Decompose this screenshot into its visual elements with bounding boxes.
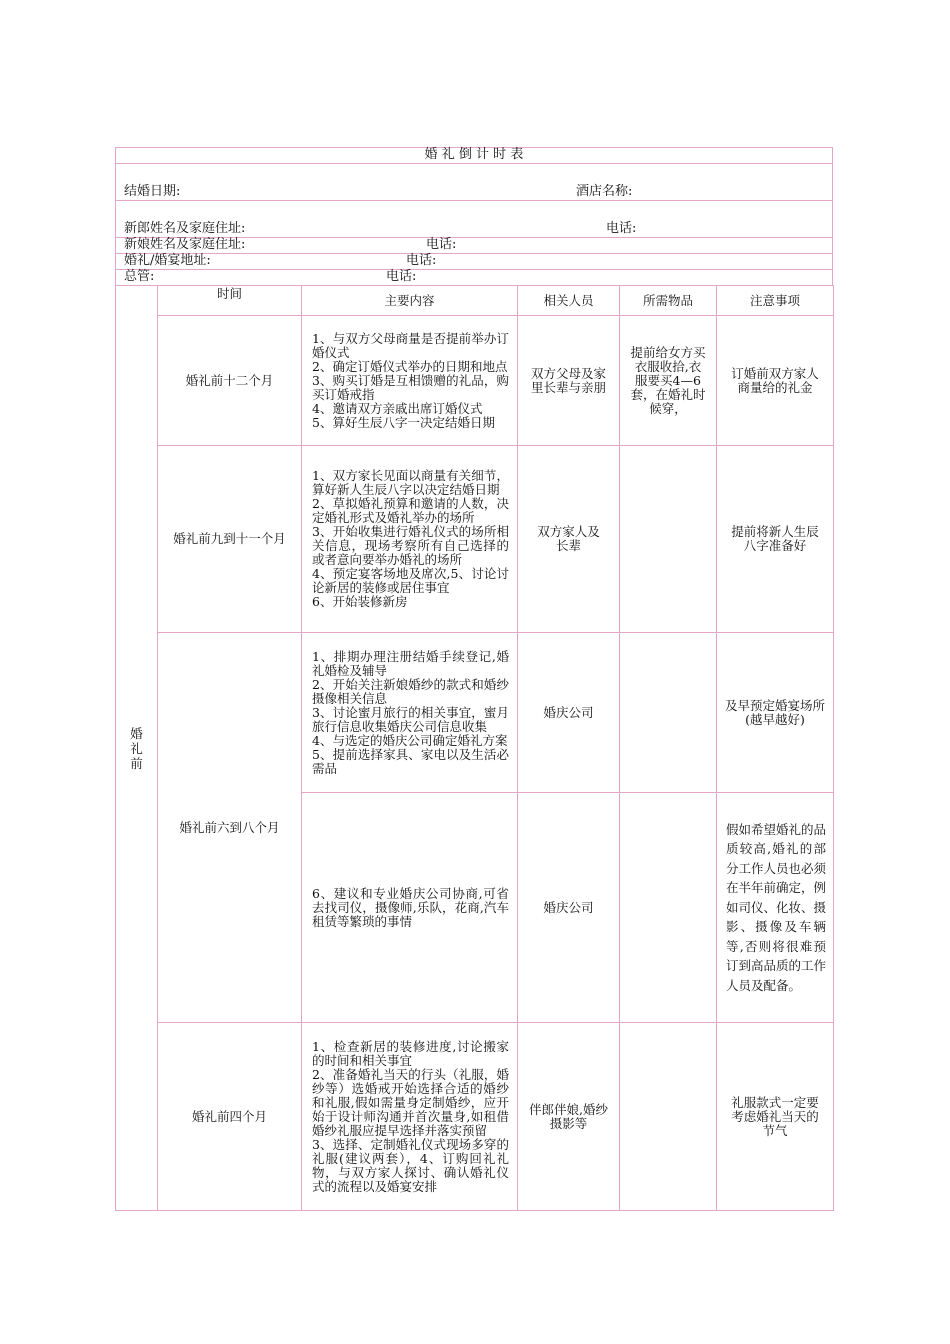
manager-row	[115, 269, 833, 285]
content-item: 1、双方家长见面以商量有关细节，算好新人生辰八字以决定结婚日期	[312, 468, 509, 497]
date-hotel-row	[115, 163, 833, 200]
manager-phone-label: 电话:	[386, 269, 417, 284]
row-notes: 订婚前双方家人商量给的礼金	[717, 316, 834, 446]
table-row	[116, 633, 834, 793]
row-notes: 礼服款式一定要考虑婚礼当天的节气	[717, 1023, 834, 1211]
bride-label: 新娘姓名及家庭住址:	[124, 237, 246, 252]
header-notes: 注意事项	[717, 286, 834, 316]
bride-phone-label: 电话:	[426, 237, 457, 252]
row-people: 婚庆公司	[518, 793, 620, 1023]
row-content	[302, 793, 518, 1023]
venue-phone-label: 电话:	[406, 253, 437, 268]
table-row	[116, 316, 834, 446]
row-people: 伴郎伴娘,婚纱摄影等	[518, 1023, 620, 1211]
row-time: 婚礼前九到十一个月	[158, 446, 302, 633]
content-item: 3、选择、定制婚礼仪式现场多穿的礼服(建议两套），4、订购回礼礼物，与双方家人探讨、确认婚礼仪式的流程以及婚宴安排	[312, 1136, 509, 1194]
row-items	[620, 633, 717, 793]
content-item: 3、讨论蜜月旅行的相关事宜，蜜月旅行信息收集婚庆公司信息收集	[312, 704, 509, 734]
content-item: 3、购买订婚是互相馈赠的礼品，购买订婚戒指	[312, 372, 509, 402]
manager-label: 总管:	[124, 269, 155, 284]
row-items	[620, 446, 717, 633]
content-item: 6、建议和专业婚庆公司协商,可省去找司仪，摄像师,乐队，花商,汽车租赁等繁琐的事情	[312, 885, 509, 929]
table-row	[116, 446, 834, 633]
content-item: 6、开始装修新房	[312, 594, 408, 609]
row-items	[620, 1023, 717, 1211]
header-time: 时间	[158, 286, 302, 316]
row-content	[302, 633, 518, 793]
content-item: 2、草拟婚礼预算和邀请的人数，决定婚礼形式及婚礼举办的场所	[312, 496, 509, 525]
content-item: 1、检查新居的装修进度,讨论搬家的时间和相关事宜	[312, 1038, 509, 1068]
hotel-name-label: 酒店名称:	[576, 184, 633, 199]
phase-cell	[116, 286, 158, 1211]
content-item: 2、确定订婚仪式举办的日期和地点	[312, 358, 508, 374]
content-item: 4、与选定的婚庆公司确定婚礼方案	[312, 732, 508, 748]
header-content: 主要内容	[302, 286, 518, 316]
row-notes: 提前将新人生辰八字准备好	[717, 446, 834, 633]
content-item: 1、与双方父母商量是否提前举办订婚仪式	[312, 330, 509, 360]
row-content	[302, 316, 518, 446]
title-row	[115, 147, 833, 163]
row-time: 婚礼前四个月	[158, 1023, 302, 1211]
row-items: 提前给女方买衣服收拾,衣服要买4—6套，在婚礼时候穿，	[620, 316, 717, 446]
schedule-table	[115, 285, 834, 1211]
table-row	[116, 1023, 834, 1211]
row-content	[302, 446, 518, 633]
content-item: 4、邀请双方亲戚出席订婚仪式	[312, 400, 483, 416]
row-items	[620, 793, 717, 1023]
content-item: 2、准备婚礼当天的行头（礼服，婚纱等）选婚戒开始选择合适的婚纱和礼服,假如需量身定制婚纱，应开始于设计师沟通并首次量身,如租借婚纱礼服应提早选择并落实预留	[312, 1066, 509, 1138]
content-item: 5、算好生辰八字一决定结婚日期	[312, 414, 495, 430]
row-time: 婚礼前十二个月	[158, 316, 302, 446]
row-people: 双方家人及长辈	[518, 446, 620, 633]
groom-row	[115, 200, 833, 237]
row-time: 婚礼前六到八个月	[158, 633, 302, 1023]
content-item: 3、开始收集进行婚礼仪式的场所相关信息，现场考察所有自己选择的或者意向要举办婚礼的场所	[312, 524, 509, 567]
content-item: 1、排期办理注册结婚手续登记,婚礼婚检及辅导	[312, 648, 509, 678]
row-people: 婚庆公司	[518, 633, 620, 793]
page-title: 婚 礼 倒 计 时 表	[424, 147, 524, 162]
table-header-row	[116, 286, 834, 316]
groom-label: 新郎姓名及家庭住址:	[124, 221, 246, 236]
content-item: 2、开始关注新娘婚纱的款式和婚纱摄像相关信息	[312, 676, 509, 706]
row-content	[302, 1023, 518, 1211]
countdown-sheet	[115, 147, 833, 1211]
header-items: 所需物品	[620, 286, 717, 316]
content-item: 4、预定宴客场地及席次,5、讨论讨论新居的装修或居住事宜	[312, 566, 509, 595]
wedding-date-label: 结婚日期:	[124, 184, 181, 199]
bride-row	[115, 237, 833, 253]
groom-phone-label: 电话:	[606, 221, 637, 236]
row-notes: 及早预定婚宴场所(越早越好)	[717, 633, 834, 793]
header-people: 相关人员	[518, 286, 620, 316]
venue-row	[115, 253, 833, 269]
phase-label: 婚礼前	[130, 725, 143, 771]
row-notes: 假如希望婚礼的品质较高,婚礼的部分工作人员也必须在半年前确定，例如司仪、化妆、摄影、摄像及车辆等,否则将很难预订到高品质的工作人员及配备。	[717, 793, 834, 1023]
content-item: 5、提前选择家具、家电以及生活必需品	[312, 746, 509, 776]
venue-label: 婚礼/婚宴地址:	[124, 253, 211, 268]
row-people: 双方父母及家里长辈与亲朋	[518, 316, 620, 446]
